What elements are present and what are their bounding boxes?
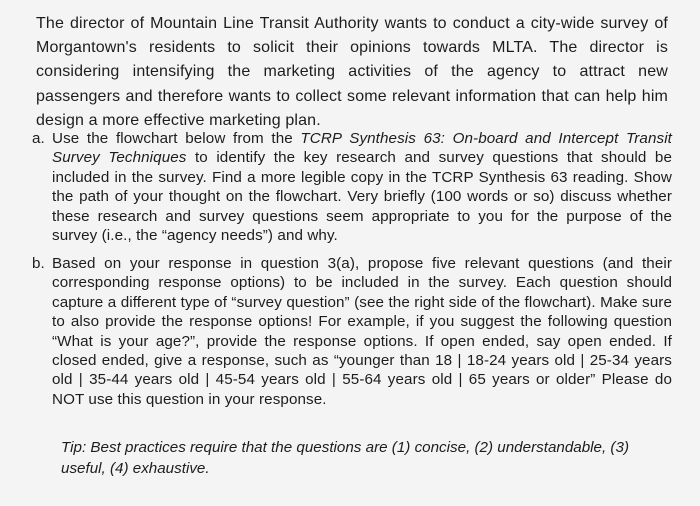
item-a-text-before: Use the flowchart below from the (52, 130, 301, 147)
item-a-citation: TCRP Synthesis 63: On-board and Intercept Transit Survey Techniques (52, 130, 672, 167)
item-marker-a: a. (32, 130, 45, 147)
question-item-a (32, 129, 672, 245)
item-b-text: Based on your response in question 3(a), propose five relevant questions (and their corresponding response options) to be included in the survey. Each question should capture a different type of “survey question” (see the right side of the flowchart). Make sure to also provide the response options! For example, if you suggest the following question “What is your age?”, provide the response options. If open ended, say open ended. If closed ended, give a response, such as “younger than 18 | 18-24 years old | 25-34 years old | 35-44 years old | 45-54 years old | 55-64 years old | 65 years or older” Please do NOT use this question in your response. (52, 255, 672, 408)
item-a-body (32, 129, 672, 245)
question-item-b (32, 254, 672, 409)
intro-paragraph: The director of Mountain Line Transit Authority wants to conduct a city-wide survey of Morgantown's residents to solicit their opinions towards MLTA. The director is considering intensifying the marketing activities of the agency to attract new passengers and therefore wants to collect some relevant information that can help him design a more effective marketing plan. (36, 15, 668, 129)
item-marker-b: b. (32, 255, 45, 272)
tip-note: Tip: Best practices require that the questions are (1) concise, (2) understandable, (3) useful, (4) exhaustive. (61, 439, 629, 477)
item-a-text-after: to identify the key research and survey questions that should be included in the survey. Find a more legible copy in the TCRP Synthesis 63 reading. Show the path of your thought on the flowchart. Very briefly (100 words or so) discuss whether these research and survey questions seem appropriate to you for the purpose of the survey (i.e., the “agency needs”) and why. (52, 149, 672, 245)
